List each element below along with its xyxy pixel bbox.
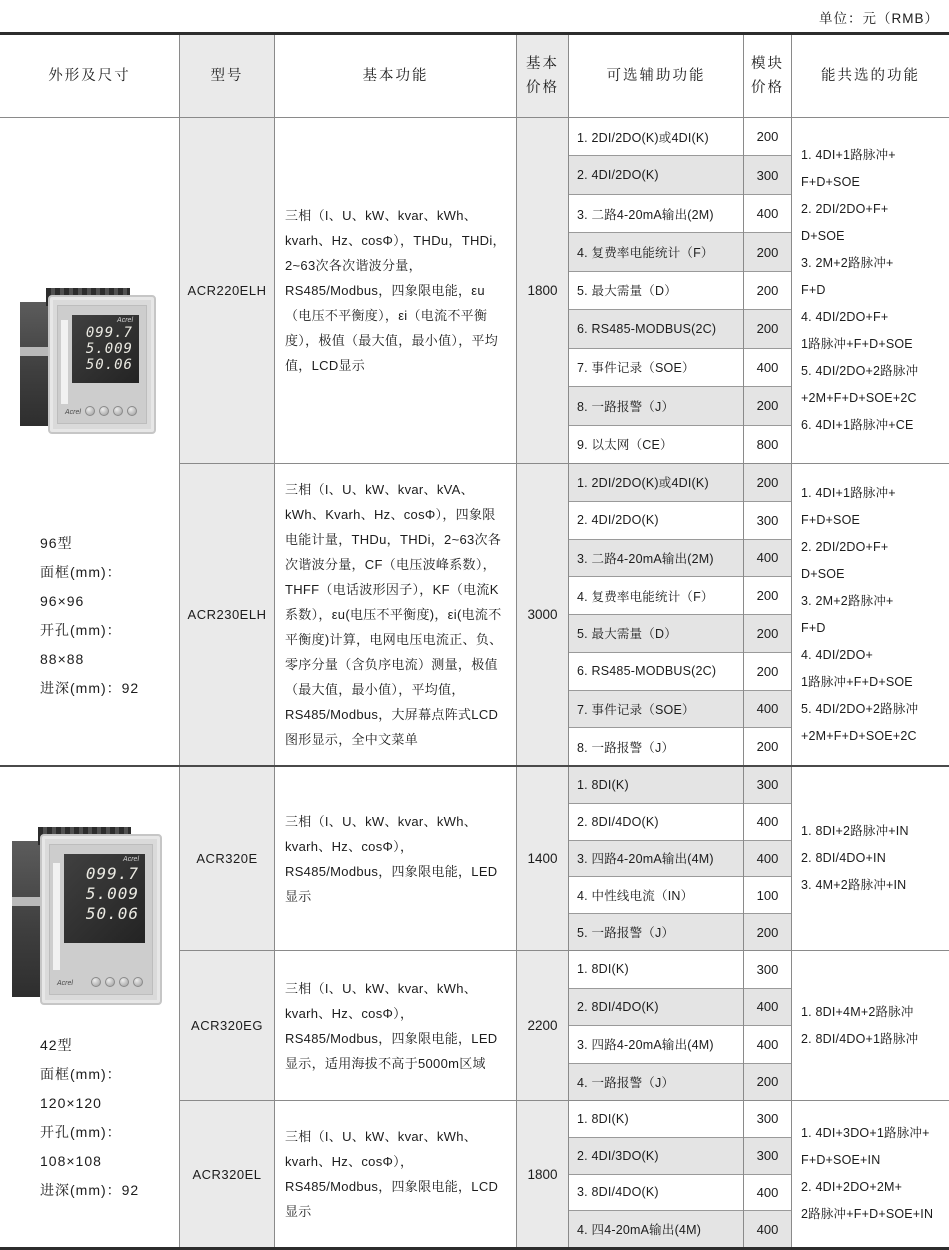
- option-label: 5. 一路报警（J）: [577, 926, 675, 941]
- coselect-line: F+D+SOE+IN: [801, 1153, 881, 1167]
- module-price-list: [744, 767, 792, 950]
- module-price: 400: [744, 841, 791, 878]
- meter-button-row: [85, 406, 137, 416]
- module-price: 300: [744, 156, 791, 194]
- model-name: ACR320EL: [180, 1101, 275, 1247]
- coselect-line: +2M+F+D+SOE+2C: [801, 728, 917, 743]
- coselect-line: 1. 8DI+4M+2路脉冲: [801, 1004, 914, 1019]
- coselect-line: 2. 2DI/2DO+F+: [801, 539, 889, 554]
- option-label: 1. 8DI(K): [577, 1111, 629, 1126]
- module-price: 200: [744, 233, 791, 271]
- option-row: [569, 1026, 743, 1064]
- coselect-line: 5. 4DI/2DO+2路脉冲: [801, 701, 919, 716]
- col-header-module-price: [744, 35, 792, 117]
- basic-function-text: 三相（I、U、kW、kvar、kWh、kvarh、Hz、cosΦ），RS485/Modbus，四象限电能，LED显示，适用海拔不高于5000m区域: [285, 980, 498, 1071]
- module-price: 400: [744, 989, 791, 1027]
- size-spec: [40, 1031, 179, 1205]
- option-label: 9. 以太网（CE）: [577, 438, 673, 453]
- col-header-model: [180, 35, 275, 117]
- brand-label: Acrel: [65, 409, 81, 416]
- product-photo: [12, 827, 162, 1005]
- option-row: [569, 349, 743, 387]
- basic-function-cell: [275, 464, 517, 765]
- unit-label: 单位：元（RMB）: [819, 11, 939, 26]
- option-label: 8. 一路报警（J）: [577, 740, 675, 755]
- product-photo: [20, 288, 156, 434]
- module-price: 200: [744, 1064, 791, 1101]
- option-row: [569, 653, 743, 691]
- option-row: [569, 1211, 743, 1247]
- basic-function-text: 三相（I、U、kW、kvar、kWh、kvarh、Hz、cosΦ），RS485/Modbus，四象限电能，LED显示: [285, 813, 498, 904]
- brand-label: Acrel: [117, 317, 133, 324]
- option-row: [569, 728, 743, 765]
- module-price: 200: [744, 577, 791, 615]
- coselect-line: 4. 4DI/2DO+F+: [801, 310, 889, 324]
- option-label: 1. 2DI/2DO(K)或4DI(K): [577, 476, 709, 491]
- option-row: [569, 118, 743, 156]
- module-price: 100: [744, 877, 791, 914]
- brand-label: Acrel: [123, 856, 139, 863]
- size-spec-line: 96×96: [40, 593, 85, 609]
- option-row: [569, 1175, 743, 1212]
- coselect-line: +2M+F+D+SOE+2C: [801, 391, 917, 405]
- meter-button: [133, 977, 143, 987]
- meter-display: [72, 315, 139, 383]
- meter-button: [127, 406, 137, 416]
- module-price: 400: [744, 1026, 791, 1064]
- coselect-line: 1. 4DI+1路脉冲+: [801, 148, 896, 162]
- option-label: 2. 8DI/4DO(K): [577, 814, 659, 829]
- module-price-list: [744, 118, 792, 463]
- model-rows: [180, 767, 949, 1247]
- coselect-line: 2. 2DI/2DO+F+: [801, 202, 889, 216]
- option-row: [569, 914, 743, 950]
- meter-display-line: 5.009: [85, 341, 133, 357]
- coselect-cell: [792, 464, 949, 765]
- option-row: [569, 464, 743, 502]
- col-header-coselect: [792, 35, 949, 117]
- meter-bezel: [49, 844, 153, 995]
- option-label: 3. 四路4-20mA输出(4M): [577, 852, 714, 867]
- option-row: [569, 195, 743, 233]
- option-row: [569, 540, 743, 578]
- module-price: 300: [744, 1138, 791, 1175]
- option-row: [569, 156, 743, 194]
- option-row: [569, 767, 743, 804]
- module-price: 400: [744, 691, 791, 729]
- coselect-line: 3. 2M+2路脉冲+: [801, 593, 894, 608]
- col-header-shape-size-label: 外形及尺寸: [48, 68, 131, 84]
- coselect-cell: [792, 951, 949, 1100]
- module-price: 400: [744, 349, 791, 387]
- shape-size-cell: [0, 118, 180, 765]
- base-price: 1800: [517, 118, 569, 463]
- module-price: 800: [756, 436, 779, 452]
- module-price: 300: [744, 767, 791, 804]
- basic-function-text: 三相（I、U、kW、kvar、kVA、kWh、Kvarh、Hz、cosΦ），四象限电能计量，THDu，THDi，2~63次各次谐波分量，CF（电压波峰系数），THFF（电话波形因子），KF（电流K系数），εu(电压不平衡度)，εi(电流不平衡度)计算，电网电压电流正、负、零序分量（含负序电流）测量，极值（最大值，最小值），平均值，RS485/Modbus，大屏幕点阵式LCD图形显示，全中文菜单: [285, 482, 503, 747]
- meter-button: [119, 977, 129, 987]
- meter-side-strip: [53, 863, 60, 970]
- meter-display: [64, 854, 145, 943]
- brand-label: Acrel: [57, 980, 73, 987]
- coselect-line: 6. 4DI+1路脉冲+CE: [801, 418, 914, 432]
- option-label: 4. 复费率电能统计（F）: [577, 589, 714, 604]
- module-price: 200: [744, 310, 791, 348]
- module-price: 200: [744, 387, 791, 425]
- option-label: 4. 一路报警（J）: [577, 1075, 675, 1090]
- col-header-basic-function: [275, 35, 517, 117]
- option-row: [569, 577, 743, 615]
- option-row: [569, 502, 743, 540]
- coselect-line: 4. 4DI/2DO+: [801, 647, 874, 662]
- module-price-list: [744, 464, 792, 765]
- option-row: [569, 387, 743, 425]
- col-header-base-price-line1: 基本: [526, 56, 559, 72]
- module-price: 400: [744, 195, 791, 233]
- base-price: 1800: [517, 1101, 569, 1247]
- size-spec-line: 开孔(mm)：: [40, 622, 122, 638]
- price-table: [0, 32, 949, 1250]
- option-label: 1. 8DI(K): [577, 962, 629, 977]
- meter-bezel: [57, 305, 147, 424]
- option-label: 2. 4DI/2DO(K): [577, 168, 659, 183]
- option-label: 1. 2DI/2DO(K)或4DI(K): [577, 130, 709, 145]
- option-list: [569, 767, 744, 950]
- col-header-base-price: [517, 35, 569, 117]
- shape-size-cell: [0, 767, 180, 1247]
- meter-button: [85, 406, 95, 416]
- module-price-list: [744, 1101, 792, 1247]
- option-label: 6. RS485-MODBUS(2C): [577, 321, 717, 336]
- col-header-basic-function-label: 基本功能: [362, 68, 429, 84]
- meter-front-panel: [40, 834, 162, 1005]
- module-price: 200: [756, 739, 779, 755]
- option-row: [569, 1064, 743, 1101]
- coselect-line: 2路脉冲+F+D+SOE+IN: [801, 1207, 934, 1221]
- module-price: 200: [744, 615, 791, 653]
- basic-function-text: 三相（I、U、kW、kvar、kWh、kvarh、Hz、cosΦ），RS485/Modbus，四象限电能，LCD显示: [285, 1129, 499, 1219]
- meter-button: [113, 406, 123, 416]
- option-list: [569, 951, 744, 1100]
- col-header-base-price-line2: 价格: [526, 80, 559, 96]
- coselect-line: 3. 2M+2路脉冲+: [801, 256, 894, 270]
- basic-function-cell: [275, 951, 517, 1100]
- option-label: 4. 四4-20mA输出(4M): [577, 1223, 702, 1238]
- base-price: 3000: [517, 464, 569, 765]
- coselect-cell: [792, 767, 949, 950]
- option-row: [569, 310, 743, 348]
- coselect-line: 1. 8DI+2路脉冲+IN: [801, 824, 909, 838]
- coselect-line: F+D: [801, 283, 826, 297]
- model-row: [180, 950, 949, 1100]
- coselect-line: 2. 8DI/4DO+IN: [801, 851, 886, 865]
- model-name: ACR230ELH: [180, 464, 275, 765]
- size-spec-line: 面框(mm)：: [40, 1066, 122, 1082]
- module-price: 400: [744, 1175, 791, 1212]
- module-price: 200: [744, 914, 791, 950]
- meter-display-line: 5.009: [85, 884, 139, 903]
- meter-front-panel: [48, 295, 156, 434]
- col-header-coselect-label: 能共选的功能: [821, 68, 920, 84]
- coselect-line: 3. 4M+2路脉冲+IN: [801, 878, 907, 892]
- option-label: 4. 复费率电能统计（F）: [577, 246, 714, 261]
- coselect-line: 1路脉冲+F+D+SOE: [801, 337, 913, 351]
- meter-button: [99, 406, 109, 416]
- meter-display-line: 50.06: [85, 357, 133, 373]
- col-header-shape-size: [0, 35, 180, 117]
- option-row: [569, 841, 743, 878]
- table-body: [0, 118, 949, 1247]
- size-spec-line: 进深(mm)：92: [40, 1182, 140, 1198]
- coselect-line: 1路脉冲+F+D+SOE: [801, 674, 913, 689]
- table-header-row: [0, 35, 949, 118]
- option-row: [569, 1138, 743, 1175]
- option-label: 3. 8DI/4DO(K): [577, 1185, 659, 1200]
- size-spec-line: 42型: [40, 1037, 73, 1053]
- option-row: [569, 1101, 743, 1138]
- basic-function-cell: [275, 767, 517, 950]
- model-row: [180, 118, 949, 463]
- option-list: [569, 1101, 744, 1247]
- base-price: 1400: [517, 767, 569, 950]
- basic-function-cell: [275, 1101, 517, 1247]
- option-label: 3. 四路4-20mA输出(4M): [577, 1038, 714, 1053]
- option-label: 2. 4DI/2DO(K): [577, 513, 659, 528]
- option-row: [569, 272, 743, 310]
- option-label: 2. 4DI/3DO(K): [577, 1148, 659, 1163]
- model-name: ACR320E: [180, 767, 275, 950]
- coselect-line: 2. 4DI+2DO+2M+: [801, 1180, 903, 1194]
- option-label: 5. 最大需量（D）: [577, 627, 677, 642]
- size-spec-line: 面框(mm)：: [40, 564, 122, 580]
- col-header-optional-function-label: 可选辅助功能: [606, 68, 706, 84]
- model-row: [180, 1100, 949, 1247]
- meter-button-row: [91, 977, 143, 987]
- module-price-list: [744, 951, 792, 1100]
- option-row: [569, 426, 743, 463]
- size-spec-line: 120×120: [40, 1095, 102, 1111]
- basic-function-text: 三相（I、U、kW、kvar、kWh、kvarh、Hz、cosΦ），THDu，THDi，2~63次各次谐波分量，RS485/Modbus，四象限电能，εu（电压不平衡度），εi（电流不平衡度），极值（最大值，最小值），平均值，LCD显示: [285, 208, 506, 373]
- coselect-line: 2. 8DI/4DO+1路脉冲: [801, 1031, 919, 1046]
- option-label: 5. 最大需量（D）: [577, 284, 677, 299]
- module-price: 400: [744, 540, 791, 578]
- size-spec-line: 进深(mm)：92: [40, 680, 140, 696]
- option-row: [569, 989, 743, 1027]
- basic-function-cell: [275, 118, 517, 463]
- option-label: 4. 中性线电流（IN）: [577, 889, 694, 904]
- option-label: 7. 事件记录（SOE）: [577, 361, 695, 376]
- size-spec-line: 88×88: [40, 651, 85, 667]
- model-rows: [180, 118, 949, 765]
- module-price: 300: [744, 1101, 791, 1138]
- meter-display-line: 099.7: [85, 864, 139, 883]
- option-label: 2. 8DI/4DO(K): [577, 999, 659, 1014]
- size-spec-line: 108×108: [40, 1153, 102, 1169]
- option-list: [569, 118, 744, 463]
- module-price: 400: [744, 804, 791, 841]
- option-label: 6. RS485-MODBUS(2C): [577, 664, 717, 679]
- coselect-cell: [792, 118, 949, 463]
- size-spec-line: 96型: [40, 535, 73, 551]
- size-spec: [40, 529, 179, 703]
- product-group: [0, 767, 949, 1247]
- base-price: 2200: [517, 951, 569, 1100]
- col-header-model-label: 型号: [210, 68, 244, 84]
- coselect-line: 1. 4DI+1路脉冲+: [801, 485, 896, 500]
- model-row: [180, 463, 949, 765]
- option-row: [569, 615, 743, 653]
- option-label: 3. 二路4-20mA输出(2M): [577, 551, 714, 566]
- coselect-line: F+D+SOE: [801, 512, 861, 527]
- option-row: [569, 233, 743, 271]
- coselect-cell: [792, 1101, 949, 1247]
- meter-display-line: 50.06: [85, 904, 139, 923]
- module-price: 200: [744, 272, 791, 310]
- module-price: 200: [744, 118, 791, 156]
- option-row: [569, 877, 743, 914]
- option-row: [569, 691, 743, 729]
- option-label: 3. 二路4-20mA输出(2M): [577, 207, 714, 222]
- model-name: ACR220ELH: [180, 118, 275, 463]
- option-row: [569, 951, 743, 989]
- coselect-line: 1. 4DI+3DO+1路脉冲+: [801, 1126, 930, 1140]
- module-price: 400: [744, 1211, 791, 1247]
- col-header-optional-function: [569, 35, 744, 117]
- coselect-line: F+D: [801, 620, 826, 635]
- option-list: [569, 464, 744, 765]
- size-spec-line: 开孔(mm)：: [40, 1124, 122, 1140]
- meter-button: [105, 977, 115, 987]
- meter-side-strip: [61, 320, 68, 404]
- option-row: [569, 804, 743, 841]
- coselect-line: F+D+SOE: [801, 175, 861, 189]
- module-price: 300: [744, 951, 791, 989]
- option-label: 1. 8DI(K): [577, 777, 629, 792]
- col-header-module-price-line1: 模块: [751, 56, 784, 72]
- meter-display-line: 099.7: [85, 325, 133, 341]
- coselect-line: D+SOE: [801, 566, 845, 581]
- option-label: 7. 事件记录（SOE）: [577, 702, 695, 717]
- module-price: 300: [744, 502, 791, 540]
- coselect-line: D+SOE: [801, 229, 845, 243]
- meter-button: [91, 977, 101, 987]
- col-header-module-price-line2: 价格: [751, 80, 784, 96]
- option-label: 8. 一路报警（J）: [577, 399, 675, 414]
- product-group: [0, 118, 949, 767]
- module-price: 200: [744, 464, 791, 502]
- model-name: ACR320EG: [180, 951, 275, 1100]
- model-row: [180, 767, 949, 950]
- module-price: 200: [744, 653, 791, 691]
- coselect-line: 5. 4DI/2DO+2路脉冲: [801, 364, 919, 378]
